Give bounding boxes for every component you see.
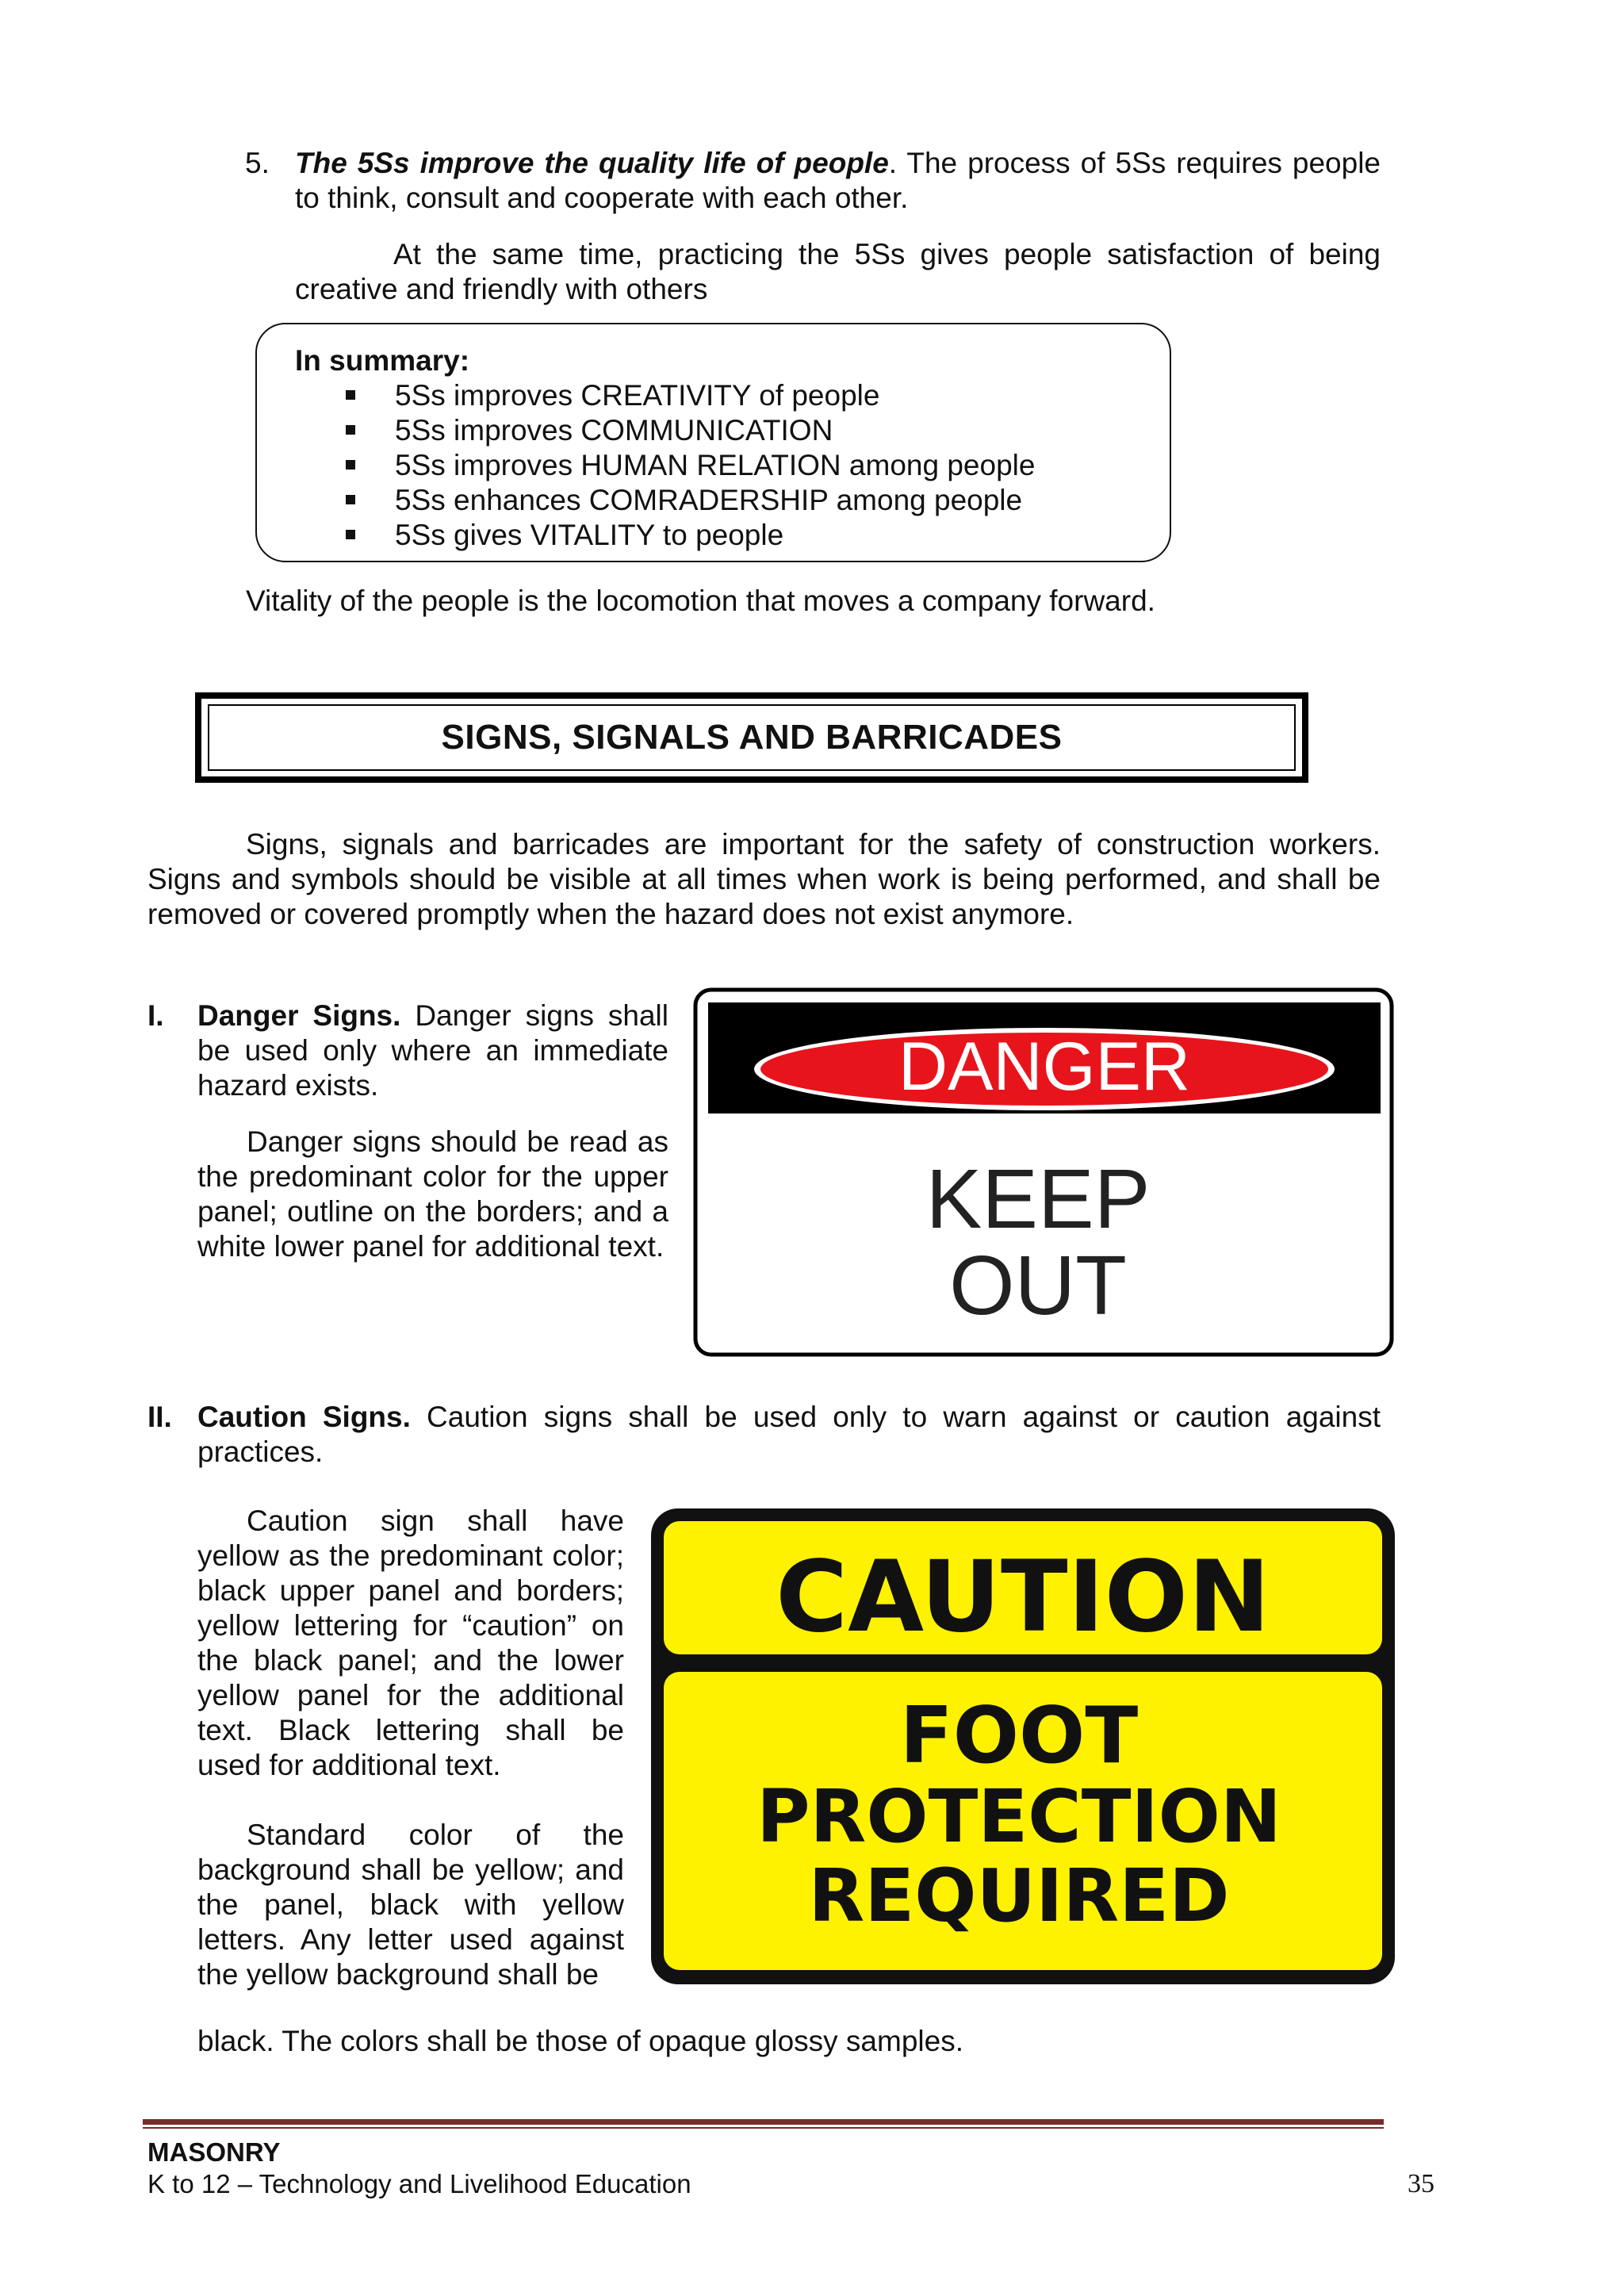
page-number: 35 [1408,2169,1434,2198]
list-item-5 [245,146,1381,307]
intro-paragraph: Signs, signals and barricades are important for the safety of construction workers. Signs and symbols should be visible at all times when work is being performed, and shall be removed or covered promptly when the hazard does not exist anymore. [147,828,1381,930]
danger-header-text: DANGER [898,1029,1190,1105]
summary-box [255,323,1171,562]
caution-sign-image [646,1504,1400,1989]
caution-line-1: FOOT [899,1691,1139,1781]
footer-divider [143,2119,1384,2130]
paragraph [295,146,1381,216]
caution-line-3: REQUIRED [808,1853,1230,1938]
caution-header-text: CAUTION [776,1540,1270,1654]
section-number: I. [147,999,164,1032]
section-heading: SIGNS, SIGNALS AND BARRICADES [208,704,1296,771]
item-title: The 5Ss improve the quality life of people [295,147,889,179]
paragraph: Caution Signs. Caution signs shall be used only to warn against or caution against practices. [197,1401,1381,1468]
summary-list [346,378,1035,553]
danger-line-2: OUT [949,1239,1127,1332]
bullet-square-icon [346,460,355,470]
footer-title: MASONRY [147,2137,281,2167]
list-item: 5Ss improves CREATIVITY of people [346,378,1035,413]
section-number: II. [147,1401,172,1433]
paragraph: Standard color of the background shall be yellow; and the panel, black with yellow letters. Any letter used against the yellow background shall be [197,1819,624,1991]
danger-signs-section [147,999,668,1264]
paragraph: At the same time, practicing the 5Ss gives people satisfaction of being creative and friendly with others [295,238,1381,305]
list-item: 5Ss gives VITALITY to people [346,518,1035,553]
paragraph-continuation: black. The colors shall be those of opaque glossy samples. [197,2025,963,2057]
caution-description [197,1504,624,1992]
bullet-square-icon [346,495,355,504]
summary-title: In summary: [295,344,470,377]
list-item: 5Ss improves HUMAN RELATION among people [346,448,1035,483]
vitality-text: Vitality of the people is the locomotion that moves a company forward. [246,585,1155,617]
danger-line-1: KEEP [925,1152,1151,1246]
section-title: Danger Signs. [197,999,401,1032]
list-number: 5. [245,147,270,179]
list-item: 5Ss enhances COMRADERSHIP among people [346,483,1035,518]
paragraph: Caution sign shall have yellow as the predominant color; black upper panel and borders; yellow lettering for “caution” on the black panel; and the lower yellow panel for the additional text. Black lettering shall be used for additional text. [197,1504,624,1781]
paragraph: Danger Signs. Danger signs shall be used only where an immediate hazard exists. [197,999,668,1102]
paragraph: Danger signs should be read as the predominant color for the upper panel; outline on the borders; and a white lower panel for additional text. [197,1125,668,1263]
bullet-square-icon [346,530,355,539]
footer-subtitle: K to 12 – Technology and Livelihood Education [147,2169,691,2198]
caution-line-2: PROTECTION [756,1774,1281,1859]
bullet-square-icon [346,390,355,400]
bullet-square-icon [346,425,355,435]
section-title: Caution Signs. [197,1401,411,1433]
list-item: 5Ss improves COMMUNICATION [346,413,1035,448]
danger-sign-image [692,987,1396,1358]
item-text: . The process of 5Ss requires people to think, consult and cooperate with each other. [295,147,1381,214]
section-heading-banner [195,692,1308,783]
caution-signs-section [147,1400,1381,1470]
